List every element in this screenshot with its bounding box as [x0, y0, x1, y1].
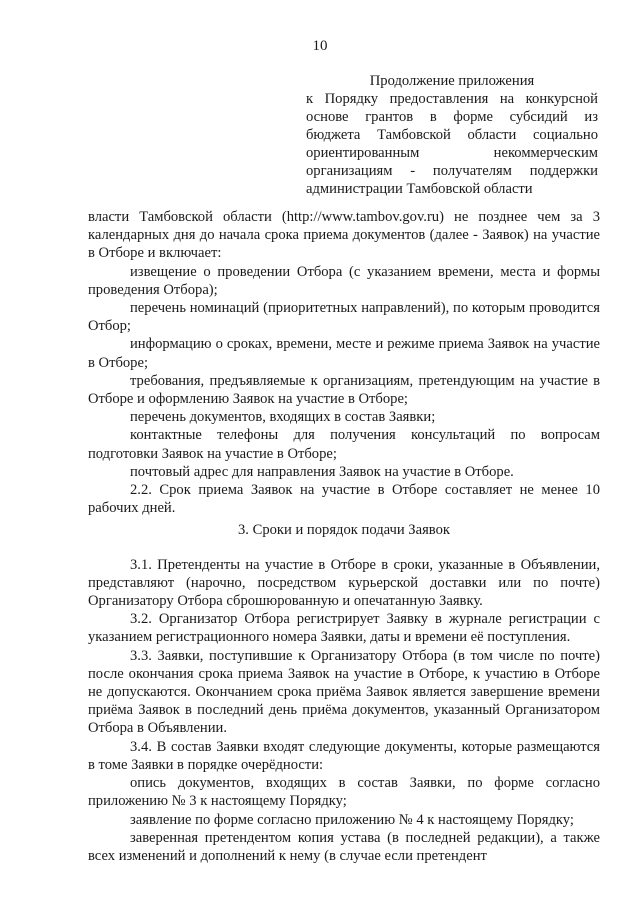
clause-3-1: 3.1. Претенденты на участие в Отборе в сроки, указанные в Объявлении, представляют (нарочно, посредством курьерской доставки или по почте) Организатору Отбора сброшюрованную и опечатанную Заявку. [88, 556, 600, 610]
list-item: требования, предъявляемые к организациям, претендующим на участие в Отборе и оформлению Заявок на участие в Отборе; [88, 372, 600, 408]
clause-3-2: 3.2. Организатор Отбора регистрирует Заявку в журнале регистрации с указанием регистрационного номера Заявки, даты и времени её поступления. [88, 611, 600, 646]
list-item: опись документов, входящих в состав Заявки, по форме согласно приложению № 3 к настоящему Порядку; [88, 775, 600, 810]
appendix-header-line: администрации Тамбовской области [306, 181, 533, 197]
list-item: заверенная претендентом копия устава (в последней редакции), а также всех изменений и дополнений к нему (в случае если претендент [88, 829, 600, 864]
list-item: информацию о сроках, времени, месте и режиме приема Заявок на участие в Отборе; [88, 336, 600, 371]
section-heading: 3. Сроки и порядок подачи Заявок [238, 522, 450, 539]
paragraph: власти Тамбовской области (http://www.tambov.gov.ru) не позднее чем за 3 календарных дня до начала срока приема документов (далее - Заявок) на участие в Отборе и включает: [88, 209, 600, 262]
appendix-header-line: основе грантов в форме субсидий из [306, 109, 598, 125]
document-body [88, 208, 600, 865]
appendix-header-line: бюджета Тамбовской области социально [306, 127, 598, 143]
appendix-header [306, 72, 598, 198]
list-item: почтовый адрес для направления Заявок на участие в Отборе. [130, 463, 514, 480]
page-number: 10 [312, 38, 328, 54]
list-item: извещение о проведении Отбора (с указанием времени, места и формы проведения Отбора); [88, 263, 600, 298]
appendix-header-line: к Порядку предоставления на конкурсной [306, 91, 598, 107]
appendix-continuation-title: Продолжение приложения [369, 73, 535, 89]
appendix-header-line: ориентированным некоммерческим [306, 145, 598, 161]
clause-3-4: 3.4. В состав Заявки входят следующие документы, которые размещаются в томе Заявки в порядке очерёдности: [88, 738, 600, 773]
clause-3-3: 3.3. Заявки, поступившие к Организатору Отбора (в том числе по почте) после окончания срока приема Заявок на участие в Отборе, к участию в Отборе не допускаются. Окончанием срока приёма Заявок является завершение времени приёма Заявок в последний день приёма документов, указанный Организатором Отбора в Объявлении. [88, 647, 600, 737]
list-item: перечень номинаций (приоритетных направлений), по которым проводится Отбор; [88, 300, 600, 335]
clause-2-2: 2.2. Срок приема Заявок на участие в Отборе составляет не менее 10 рабочих дней. [88, 482, 600, 517]
appendix-header-line: организациям - получателям поддержки [306, 163, 598, 179]
list-item: перечень документов, входящих в состав Заявки; [130, 409, 436, 426]
list-item: заявление по форме согласно приложению № 4 к настоящему Порядку; [130, 811, 574, 828]
list-item: контактные телефоны для получения консультаций по вопросам подготовки Заявок на участие в Отборе; [88, 427, 600, 462]
